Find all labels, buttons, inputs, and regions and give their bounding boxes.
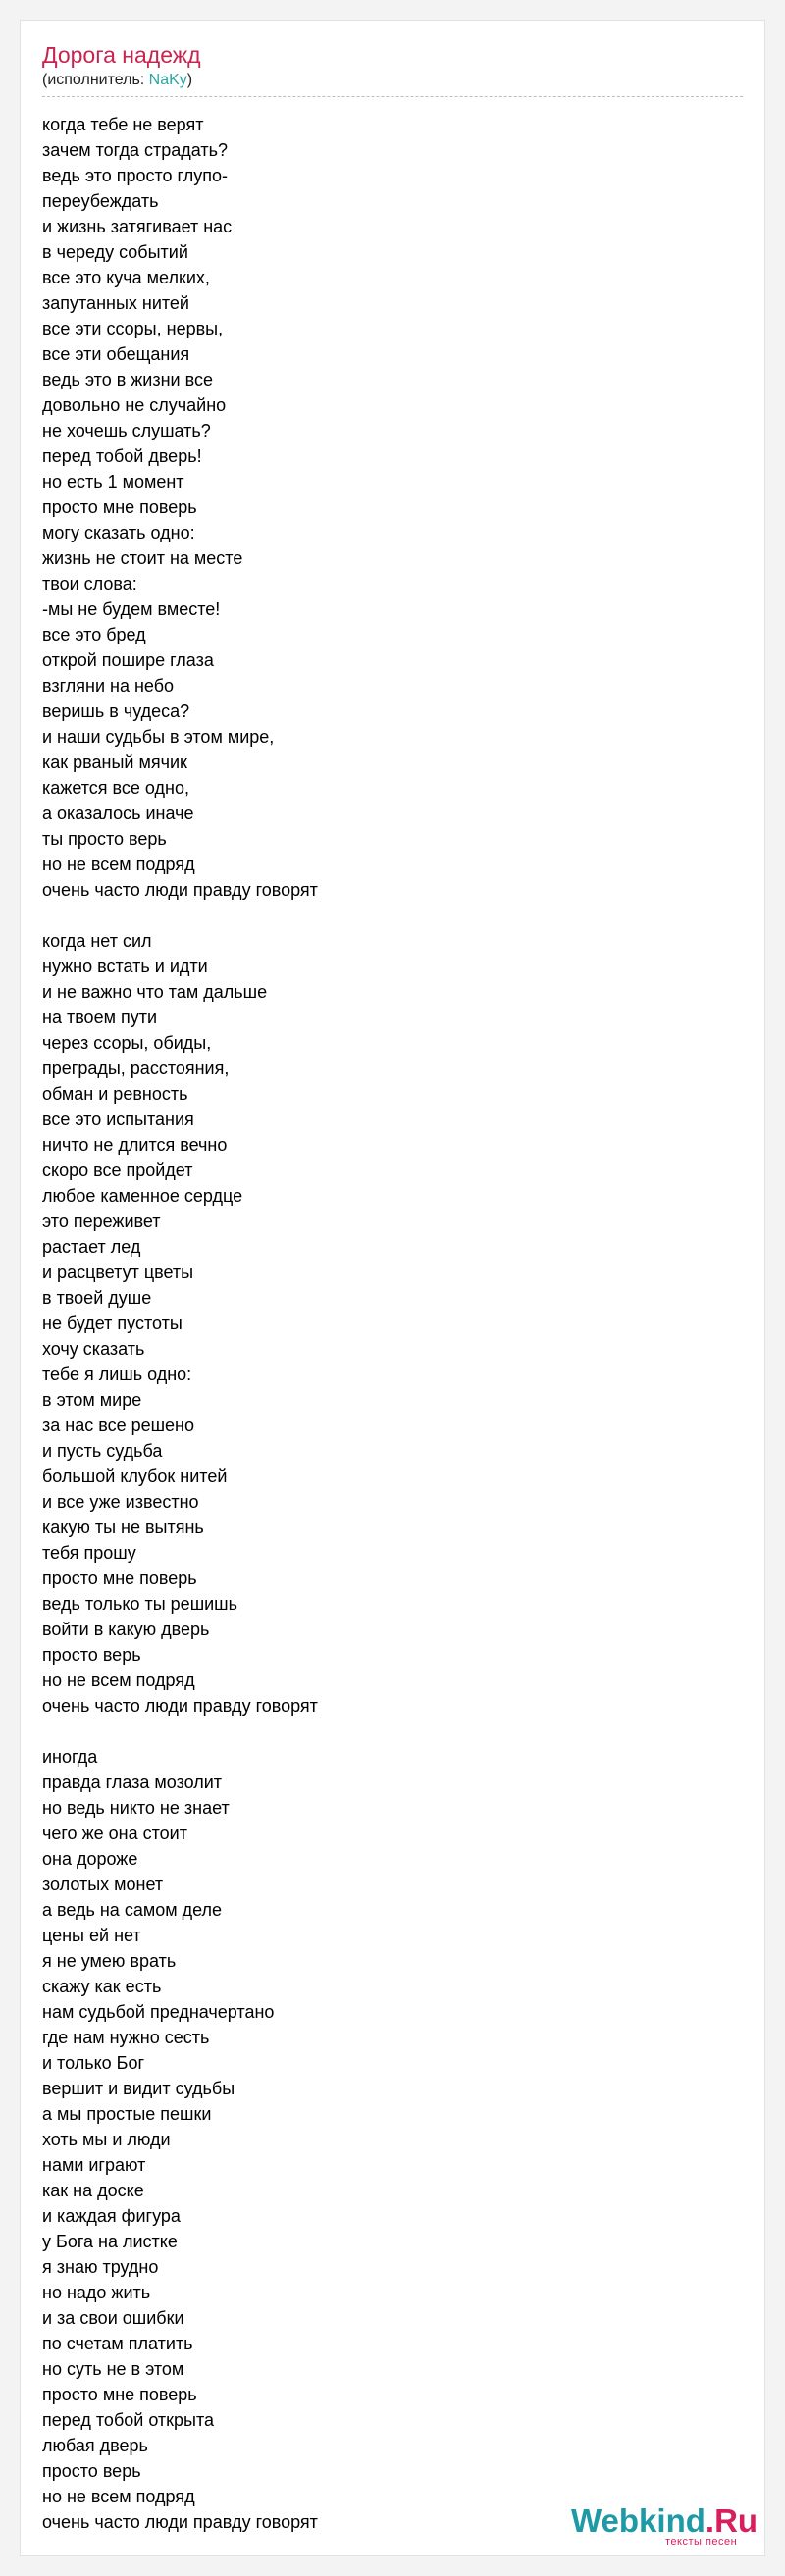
- lyrics-line: все эти обещания: [42, 344, 190, 364]
- lyrics-line: золотых монет: [42, 1875, 164, 1894]
- lyrics-line: очень часто люди правду говорят: [42, 880, 318, 900]
- lyrics-line: все это куча мелких,: [42, 268, 210, 287]
- lyrics-line: и все уже известно: [42, 1492, 199, 1512]
- lyrics-line: запутанных нитей: [42, 293, 189, 313]
- lyrics-line: чего же она стоит: [42, 1824, 187, 1843]
- lyrics-line: -мы не будем вместе!: [42, 599, 221, 619]
- logo-part2: .Ru: [705, 2502, 759, 2539]
- lyrics-line: очень часто люди правду говорят: [42, 1696, 318, 1716]
- lyrics-line: я не умею врать: [42, 1951, 177, 1971]
- lyrics-line: зачем тогда страдать?: [42, 140, 228, 160]
- artist-suffix: ): [186, 72, 193, 88]
- lyrics-line: когда нет сил: [42, 931, 152, 951]
- lyrics-line: ведь только ты решишь: [42, 1594, 238, 1614]
- lyrics-line: кажется все одно,: [42, 778, 189, 798]
- lyrics-line: большой клубок нитей: [42, 1467, 228, 1486]
- lyrics-line: в твоей душе: [42, 1288, 152, 1308]
- lyrics-line: растает лед: [42, 1237, 141, 1257]
- lyrics-line: но не всем подряд: [42, 1671, 195, 1690]
- lyrics-line: в череду событий: [42, 242, 188, 262]
- lyrics-line: войти в какую дверь: [42, 1620, 210, 1639]
- logo-part1: Webkind: [571, 2502, 706, 2539]
- lyrics-line: правда глаза мозолит: [42, 1773, 223, 1792]
- lyrics-line: не будет пустоты: [42, 1314, 183, 1333]
- lyrics-line: все это испытания: [42, 1109, 194, 1129]
- webkind-logo[interactable]: [571, 2502, 767, 2548]
- lyrics-line: но не всем подряд: [42, 854, 195, 874]
- lyrics-line: переубеждать: [42, 191, 159, 211]
- lyrics-line: но суть не в этом: [42, 2359, 184, 2379]
- lyrics-line: просто мне поверь: [42, 497, 197, 517]
- lyrics-line: у Бога на листке: [42, 2232, 178, 2251]
- lyrics-line: но есть 1 момент: [42, 472, 184, 491]
- lyrics-line: твои слова:: [42, 574, 137, 593]
- lyrics-line: я знаю трудно: [42, 2257, 159, 2277]
- lyrics-line: по счетам платить: [42, 2334, 193, 2353]
- lyrics-line: но не всем подряд: [42, 2487, 195, 2506]
- lyrics-line: и только Бог: [42, 2053, 145, 2073]
- lyrics-line: скоро все пройдет: [42, 1160, 193, 1180]
- lyrics-line: через ссоры, обиды,: [42, 1033, 212, 1053]
- lyrics-line: а оказалось иначе: [42, 803, 194, 823]
- lyrics-line: скажу как есть: [42, 1977, 162, 1996]
- lyrics-line: и за свои ошибки: [42, 2308, 184, 2328]
- lyrics-line: не хочешь слушать?: [42, 421, 211, 440]
- lyrics-line: а мы простые пешки: [42, 2104, 212, 2124]
- artist-line: [42, 72, 192, 89]
- lyrics-line: перед тобой дверь!: [42, 446, 202, 466]
- lyrics-line: жизнь не стоит на месте: [42, 548, 243, 568]
- lyrics-line: за нас все решено: [42, 1416, 195, 1435]
- lyrics-line: какую ты не вытянь: [42, 1518, 204, 1537]
- artist-prefix: (исполнитель:: [42, 72, 149, 88]
- lyrics-line: где нам нужно сесть: [42, 2028, 210, 2047]
- lyrics-line: и каждая фигура: [42, 2206, 181, 2226]
- lyrics-line: как на доске: [42, 2181, 144, 2200]
- lyrics-stanza: [42, 112, 729, 902]
- lyrics-line: просто мне поверь: [42, 2385, 197, 2404]
- lyrics-line: перед тобой открыта: [42, 2410, 215, 2430]
- lyrics-line: и пусть судьба: [42, 1441, 163, 1461]
- logo-subtitle: тексты песен: [665, 2536, 738, 2548]
- lyrics-line: ведь это в жизни все: [42, 370, 213, 389]
- lyrics-line: и не важно что там дальше: [42, 982, 268, 1002]
- lyrics-line: обман и ревность: [42, 1084, 188, 1104]
- lyrics-line: как рваный мячик: [42, 752, 187, 772]
- lyrics-line: ведь это просто глупо-: [42, 166, 228, 185]
- lyrics-line: преграды, расстояния,: [42, 1058, 230, 1078]
- lyrics-line: все эти ссоры, нервы,: [42, 319, 224, 338]
- lyrics-line: взгляни на небо: [42, 676, 175, 696]
- header-divider: [42, 96, 743, 97]
- lyrics-line: это переживет: [42, 1211, 161, 1231]
- page-title: Дорога надежд: [42, 42, 201, 68]
- lyrics-line: но надо жить: [42, 2283, 151, 2302]
- lyrics-line: нужно встать и идти: [42, 956, 208, 976]
- lyrics-line: хочу сказать: [42, 1339, 145, 1359]
- lyrics-line: любая дверь: [42, 2436, 148, 2455]
- lyrics-line: вершит и видит судьбы: [42, 2079, 236, 2098]
- lyrics-line: ничто не длится вечно: [42, 1135, 228, 1155]
- lyrics-card: [20, 20, 765, 2556]
- lyrics-line: открой пошире глаза: [42, 650, 214, 670]
- lyrics-line: нами играют: [42, 2155, 146, 2175]
- lyrics-line: тебе я лишь одно:: [42, 1365, 192, 1384]
- lyrics-line: очень часто люди правду говорят: [42, 2512, 318, 2532]
- lyrics-line: на твоем пути: [42, 1007, 157, 1027]
- lyrics-stanza: [42, 928, 729, 1719]
- lyrics-line: иногда: [42, 1747, 98, 1767]
- lyrics-line: цены ей нет: [42, 1926, 141, 1945]
- lyrics-line: когда тебе не верят: [42, 115, 204, 134]
- lyrics-line: а ведь на самом деле: [42, 1900, 223, 1920]
- lyrics-line: хоть мы и люди: [42, 2130, 171, 2149]
- lyrics-line: нам судьбой предначертано: [42, 2002, 275, 2022]
- lyrics-line: но ведь никто не знает: [42, 1798, 230, 1818]
- lyrics-line: ты просто верь: [42, 829, 167, 849]
- lyrics-line: все это бред: [42, 625, 146, 644]
- lyrics-text: [42, 112, 729, 2535]
- lyrics-line: тебя прошу: [42, 1543, 136, 1563]
- lyrics-line: веришь в чудеса?: [42, 701, 190, 721]
- lyrics-line: любое каменное сердце: [42, 1186, 243, 1206]
- lyrics-line: просто мне поверь: [42, 1569, 197, 1588]
- lyrics-line: и жизнь затягивает нас: [42, 217, 233, 236]
- lyrics-line: просто верь: [42, 1645, 141, 1665]
- logo-wordmark: [571, 2502, 758, 2540]
- lyrics-stanza: [42, 1744, 729, 2535]
- lyrics-line: довольно не случайно: [42, 395, 227, 415]
- lyrics-line: и наши судьбы в этом мире,: [42, 727, 275, 747]
- lyrics-line: могу сказать одно:: [42, 523, 195, 542]
- lyrics-line: просто верь: [42, 2461, 141, 2481]
- lyrics-line: она дороже: [42, 1849, 138, 1869]
- lyrics-line: и расцветут цветы: [42, 1262, 194, 1282]
- artist-link[interactable]: NaKy: [148, 72, 187, 88]
- lyrics-line: в этом мире: [42, 1390, 142, 1410]
